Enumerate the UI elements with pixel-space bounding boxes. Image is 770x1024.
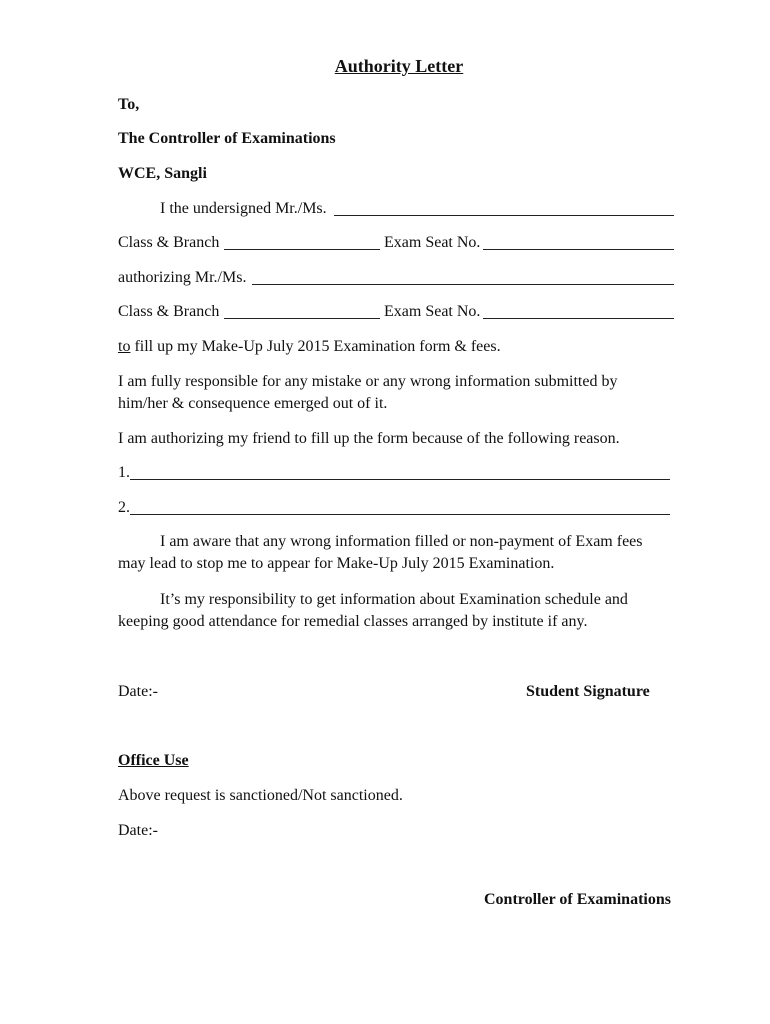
undersigned-name-field[interactable] xyxy=(334,215,674,216)
purpose-line xyxy=(118,336,501,358)
purpose-to: to xyxy=(118,338,131,355)
student-signature-label: Student Signature xyxy=(526,683,650,700)
responsibility-note-line-2: keeping good attendance for remedial classes arranged by institute if any. xyxy=(118,613,588,630)
responsibility-line-1: I am fully responsible for any mistake or any wrong information submitted by xyxy=(118,373,618,390)
date-label: Date:- xyxy=(118,683,158,700)
reason-intro: I am authorizing my friend to fill up the form because of the following reason. xyxy=(118,430,620,447)
exam-seat-field-2[interactable] xyxy=(483,318,674,319)
purpose-rest: fill up my Make-Up July 2015 Examination form & fees. xyxy=(130,338,501,355)
authorized-name-field[interactable] xyxy=(252,284,674,285)
authorizing-label: authorizing Mr./Ms. xyxy=(118,269,247,286)
reason-2-label: 2. xyxy=(118,499,130,516)
institution-name: WCE, Sangli xyxy=(118,165,207,182)
class-branch-field-2[interactable] xyxy=(224,318,380,319)
class-branch-label-2: Class & Branch xyxy=(118,303,220,320)
reason-1-field[interactable] xyxy=(130,479,670,480)
salutation-to: To, xyxy=(118,96,140,113)
awareness-line-1: I am aware that any wrong information filled or non-payment of Exam fees xyxy=(160,533,643,550)
exam-seat-label-2: Exam Seat No. xyxy=(384,303,481,320)
undersigned-label: I the undersigned Mr./Ms. xyxy=(160,200,327,217)
office-use-heading: Office Use xyxy=(118,752,189,769)
controller-signature-label: Controller of Examinations xyxy=(484,891,671,908)
reason-2-field[interactable] xyxy=(130,514,670,515)
office-date-label: Date:- xyxy=(118,822,158,839)
class-branch-label: Class & Branch xyxy=(118,234,220,251)
page-title: Authority Letter xyxy=(334,56,464,76)
sanction-status: Above request is sanctioned/Not sanctioned. xyxy=(118,787,403,804)
reason-1-label: 1. xyxy=(118,464,130,481)
exam-seat-label: Exam Seat No. xyxy=(384,234,481,251)
exam-seat-field[interactable] xyxy=(483,249,674,250)
responsibility-line-2: him/her & consequence emerged out of it. xyxy=(118,395,388,412)
responsibility-note-line-1: It’s my responsibility to get information about Examination schedule and xyxy=(160,591,628,608)
class-branch-field[interactable] xyxy=(224,249,380,250)
recipient-name: The Controller of Examinations xyxy=(118,130,336,147)
awareness-line-2: may lead to stop me to appear for Make-Up July 2015 Examination. xyxy=(118,555,555,572)
